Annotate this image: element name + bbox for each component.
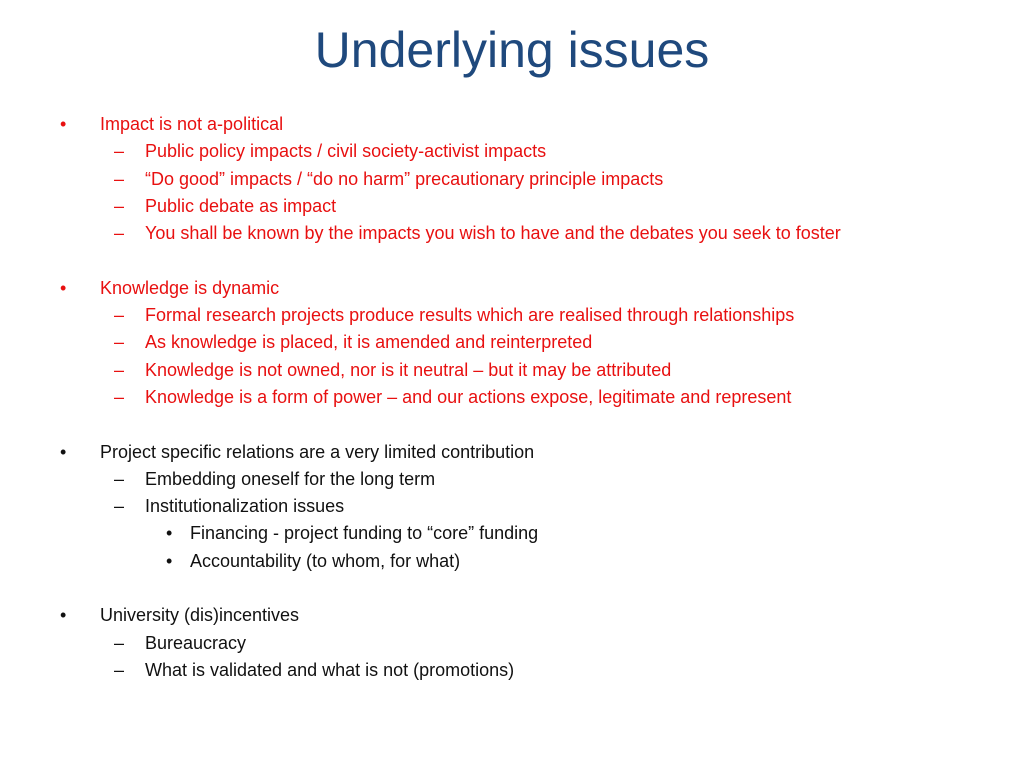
section-spacer <box>0 247 1024 274</box>
sub-bullet-item <box>0 193 1024 220</box>
bullet-marker: • <box>166 550 173 571</box>
sub-bullet-item <box>0 329 1024 356</box>
bullet-item <box>0 275 1024 302</box>
sub-bullet-text: Institutionalization issues <box>145 496 345 517</box>
sub-bullet-item <box>0 302 1024 329</box>
sub-bullet-text: Public debate as impact <box>145 195 337 216</box>
sub-bullet-text: Embedding oneself for the long term <box>145 468 436 489</box>
bullet-marker: • <box>60 441 67 462</box>
sub-bullet-text: Knowledge is a form of power – and our actions expose, legitimate and represent <box>145 386 792 407</box>
dash-marker: – <box>114 223 125 244</box>
sub-sub-bullet-item <box>0 548 1024 575</box>
sub-bullet-text: You shall be known by the impacts you wish to have and the debates you seek to foster <box>145 223 841 244</box>
sub-sub-bullet-text: Financing - project funding to “core” funding <box>190 523 539 544</box>
slide-title: Underlying issues <box>314 22 710 78</box>
dash-marker: – <box>114 659 125 680</box>
dash-marker: – <box>114 305 125 326</box>
sub-sub-bullet-text: Accountability (to whom, for what) <box>190 550 461 571</box>
dash-marker: – <box>114 632 125 653</box>
bullet-text: Project specific relations are a very limited contribution <box>100 441 535 462</box>
dash-marker: – <box>114 359 125 380</box>
sub-bullet-item <box>0 220 1024 247</box>
bullet-marker: • <box>60 277 67 298</box>
sub-bullet-item <box>0 493 1024 520</box>
bullet-marker: • <box>166 523 173 544</box>
sub-bullet-text: “Do good” impacts / “do no harm” precautionary principle impacts <box>145 168 664 189</box>
bullet-text: Impact is not a-political <box>100 114 284 134</box>
sub-bullet-text: Formal research projects produce results which are realised through relationships <box>145 305 795 326</box>
bullet-item <box>0 111 1024 138</box>
dash-marker: – <box>114 496 125 517</box>
sub-bullet-text: Bureaucracy <box>145 632 247 653</box>
sub-bullet-text: Knowledge is not owned, nor is it neutral – but it may be attributed <box>145 359 672 380</box>
dash-marker: – <box>114 168 125 189</box>
sub-bullet-item <box>0 630 1024 657</box>
sub-bullet-text: What is validated and what is not (promotions) <box>145 659 515 680</box>
bullet-text: Knowledge is dynamic <box>100 277 280 298</box>
bullet-marker: • <box>60 605 67 626</box>
bullet-item <box>0 602 1024 629</box>
section-spacer <box>0 575 1024 602</box>
dash-marker: – <box>114 195 125 216</box>
sub-bullet-item <box>0 138 1024 165</box>
dash-marker: – <box>114 468 125 489</box>
sub-bullet-item <box>0 357 1024 384</box>
sub-bullet-item <box>0 466 1024 493</box>
slide-content <box>0 111 1024 684</box>
sub-bullet-item <box>0 166 1024 193</box>
bullet-marker: • <box>60 114 67 134</box>
dash-marker: – <box>114 141 125 162</box>
sub-bullet-text: As knowledge is placed, it is amended and reinterpreted <box>145 332 593 353</box>
dash-marker: – <box>114 386 125 407</box>
sub-bullet-item <box>0 657 1024 684</box>
sub-bullet-text: Public policy impacts / civil society-activist impacts <box>145 141 547 162</box>
dash-marker: – <box>114 332 125 353</box>
section-spacer <box>0 411 1024 438</box>
sub-bullet-item <box>0 384 1024 411</box>
bullet-text: University (dis)incentives <box>100 605 300 626</box>
bullet-item <box>0 439 1024 466</box>
sub-sub-bullet-item <box>0 520 1024 547</box>
